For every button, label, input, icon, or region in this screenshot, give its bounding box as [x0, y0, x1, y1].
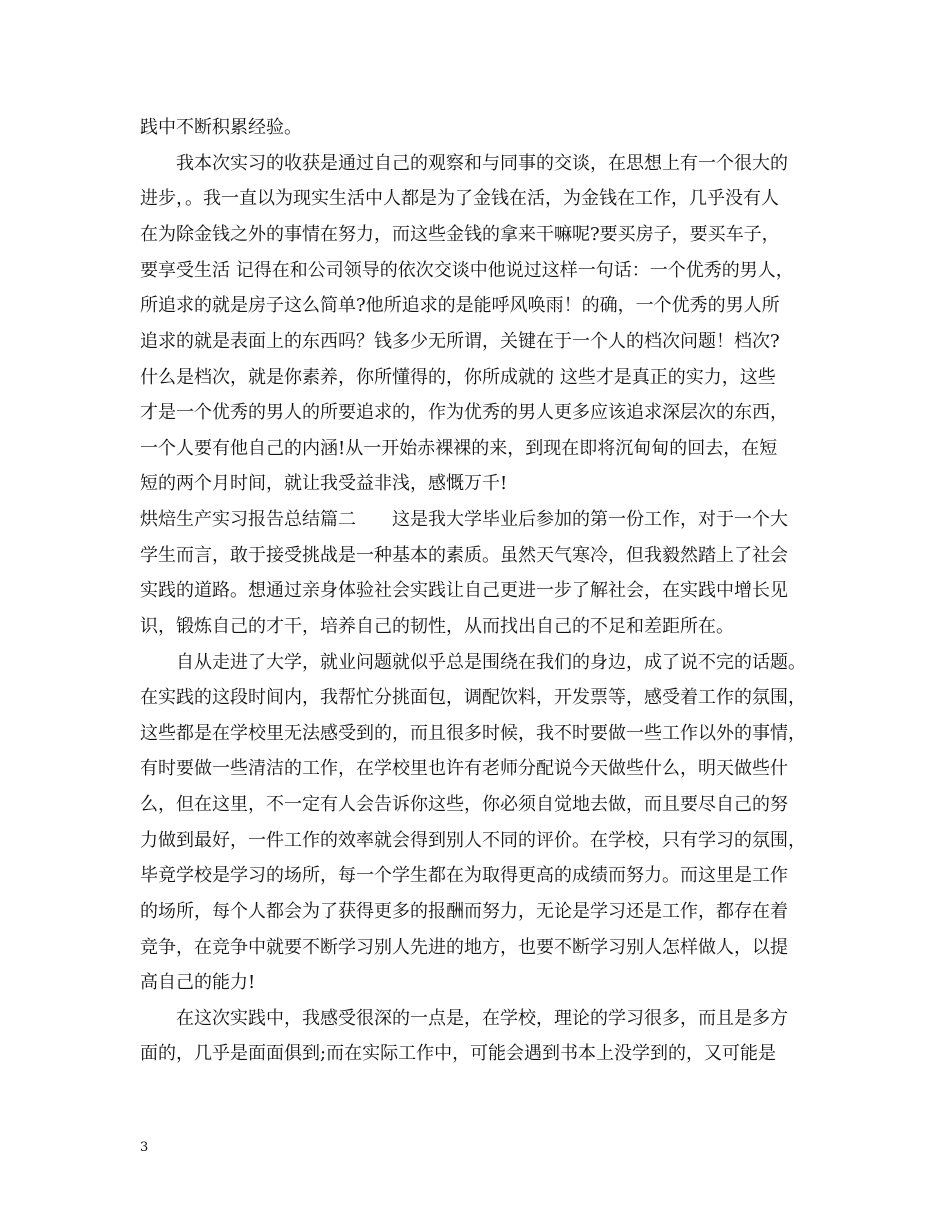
text-line: 么，但在这里，不一定有人会告诉你这些，你必须自觉地去做，而且要尽自己的努 [140, 794, 788, 815]
text-line: 实践的道路。想通过亲身体验社会实践让自己更进一步了解社会，在实践中增长见 [140, 580, 788, 601]
text-line: 竞争，在竞争中就要不断学习别人先进的地方，也要不断学习别人怎样做人，以提 [140, 937, 788, 958]
text-line: 烘焙生产实习报告总结篇二 这是我大学毕业后参加的第一份工作，对于一个大 [140, 509, 788, 530]
text-line: 所追求的就是房子这么简单?他所追求的是能呼风唤雨！的确，一个优秀的男人所 [140, 295, 780, 316]
text-line: 学生而言，敢于接受挑战是一种基本的素质。虽然天气寒冷，但我毅然踏上了社会 [140, 545, 788, 566]
text-line: 我本次实习的收获是通过自己的观察和与同事的交谈，在思想上有一个很大的 [140, 153, 788, 174]
text-line: 的场所，每个人都会为了获得更多的报酬而努力，无论是学习还是工作，都存在着 [140, 901, 788, 922]
text-line: 自从走进了大学，就业问题就似乎总是围绕在我们的身边，成了说不完的话题。 [140, 652, 806, 673]
text-line: 才是一个优秀的男人的所要追求的，作为优秀的男人更多应该追求深层次的东西， [140, 402, 788, 423]
text-line: 毕竟学校是学习的场所，每一个学生都在为取得更高的成绩而努力。而这里是工作 [140, 865, 788, 886]
text-line: 要享受生活 记得在和公司领导的依次交谈中他说过这样一句话：一个优秀的男人， [140, 260, 794, 281]
page-number: 3 [140, 1140, 149, 1155]
text-line: 在实践的这段时间内，我帮忙分挑面包，调配饮料，开发票等，感受着工作的氛围， [140, 687, 806, 708]
text-line: 力做到最好，一件工作的效率就会得到别人不同的评价。在学校，只有学习的氛围， [140, 830, 806, 851]
text-line: 识，锻炼自己的才干，培养自己的韧性，从而找出自己的不足和差距所在。 [140, 616, 734, 637]
text-line: 在为除金钱之外的事情在努力，而这些金钱的拿来干嘛呢?要买房子，要买车子， [140, 224, 780, 245]
text-line: 一个人要有他自己的内涵!从一开始赤裸裸的来，到现在即将沉甸甸的回去，在短 [140, 438, 778, 459]
text-line: 在这次实践中，我感受很深的一点是，在学校，理论的学习很多，而且是多方 [140, 1008, 788, 1029]
text-line: 这些都是在学校里无法感受到的，而且很多时候，我不时要做一些工作以外的事情， [140, 723, 806, 744]
text-line: 短的两个月时间，就让我受益非浅，感慨万千! [140, 473, 508, 494]
text-line: 进步，。我一直以为现实生活中人都是为了金钱在活，为金钱在工作，几乎没有人 [140, 188, 779, 209]
text-line: 践中不断积累经验。 [140, 117, 302, 138]
text-line: 有时要做一些清洁的工作，在学校里也许有老师分配说今天做些什么，明天做些什 [140, 758, 788, 779]
text-line: 追求的就是表面上的东西吗？钱多少无所谓，关键在于一个人的档次问题！档次? [140, 331, 780, 352]
text-line: 什么是档次，就是你素养，你所懂得的，你所成就的 这些才是真正的实力，这些 [140, 367, 776, 388]
text-line: 高自己的能力! [140, 972, 256, 993]
text-line: 面的，几乎是面面俱到;而在实际工作中，可能会遇到书本上没学到的，又可能是 [140, 1043, 777, 1064]
